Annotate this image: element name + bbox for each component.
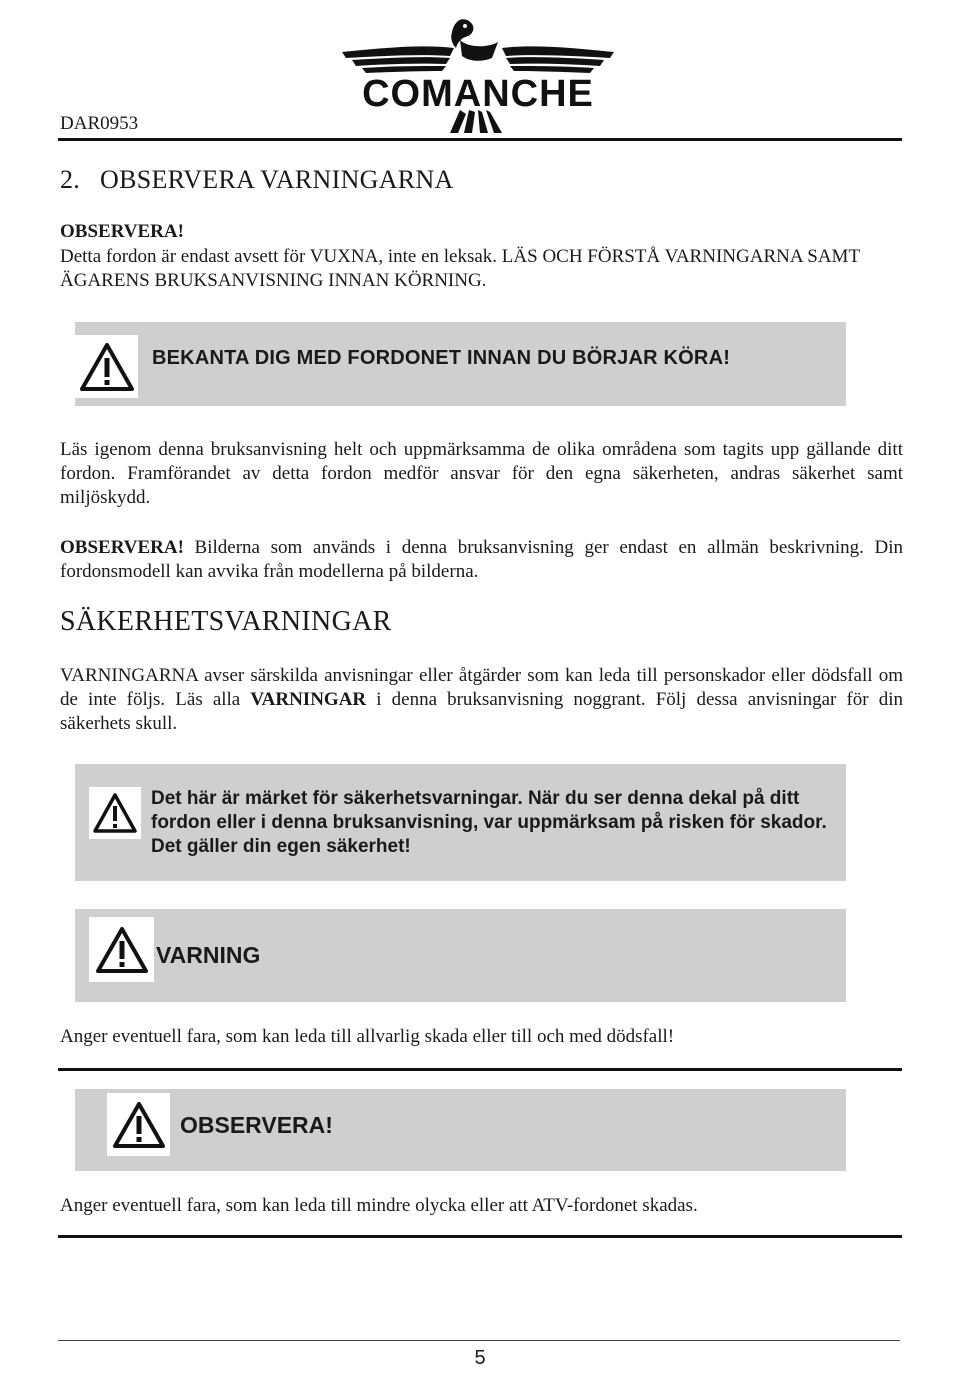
varning-description: Anger eventuell fara, som kan leda till allvarlig skada eller till och med dödsfall!: [60, 1026, 675, 1047]
header-rule: [58, 138, 902, 141]
pictures-notice-label: OBSERVERA!: [60, 537, 184, 558]
pictures-notice: [60, 536, 903, 584]
observera-label: OBSERVERA!: [180, 1112, 333, 1138]
warning-triangle-icon: [89, 917, 154, 982]
footer-rule: [58, 1340, 900, 1341]
safety-symbol-text: Det här är märket för säkerhetsvarningar. När du ser denna dekal på ditt fordon eller i denna bruksanvisning, var uppmärksam på risken för skador. Det gäller din egen säkerhet!: [151, 788, 827, 857]
logo-text: COMANCHE: [362, 73, 594, 115]
observera-description: Anger eventuell fara, som kan leda till mindre olycka eller att ATV-fordonet skadas.: [60, 1195, 698, 1216]
safety-warnings-heading: SÄKERHETSVARNINGAR: [60, 606, 392, 637]
notice-text: Detta fordon är endast avsett för VUXNA, inte en leksak. LÄS OCH FÖRSTÅ VARNINGARNA SAMT ÄGARENS BRUKSANVISNING INNAN KÖRNING.: [60, 246, 860, 291]
intro-paragraph: Läs igenom denna bruksanvisning helt och uppmärksamma de olika områdena som tagits upp gällande ditt fordon. Framförandet av detta fordon medför ansvar för den egna säkerheten, andras säkerhet samt miljöskydd.: [60, 439, 903, 508]
section-title: [60, 165, 454, 195]
comanche-logo: [342, 18, 614, 136]
safety-text-after: i denna bruksanvisning noggrant. Följ dessa anvisningar för din säkerhets skull.: [60, 689, 904, 734]
page-number: 5: [474, 1347, 486, 1369]
document-id: DAR0953: [60, 113, 139, 134]
section-number: 2.: [60, 165, 81, 194]
notice-label: OBSERVERA!: [60, 221, 184, 242]
varning-label: VARNING: [156, 942, 261, 968]
banner-familiarize-text: BEKANTA DIG MED FORDONET INNAN DU BÖRJAR KÖRA!: [152, 347, 731, 369]
safety-text-bold: VARNINGAR: [250, 689, 367, 710]
safety-text-before: VARNINGARNA avser särskilda anvisningar eller åtgärder som kan leda till personskador eller dödsfall om de inte följs. Läs alla: [60, 665, 903, 710]
divider-rule: [58, 1068, 902, 1071]
divider-rule: [58, 1235, 902, 1238]
section-title-text: OBSERVERA VARNINGARNA: [100, 165, 454, 194]
warning-triangle-icon: [107, 1093, 170, 1156]
pictures-notice-text: Bilderna som används i denna bruksanvisning ger endast en allmän beskrivning. Din fordonsmodell kan avvika från modellerna på bilderna.: [60, 537, 903, 582]
warning-triangle-icon: [89, 787, 141, 839]
warning-triangle-icon: [75, 335, 138, 398]
safety-paragraph: [60, 664, 903, 736]
